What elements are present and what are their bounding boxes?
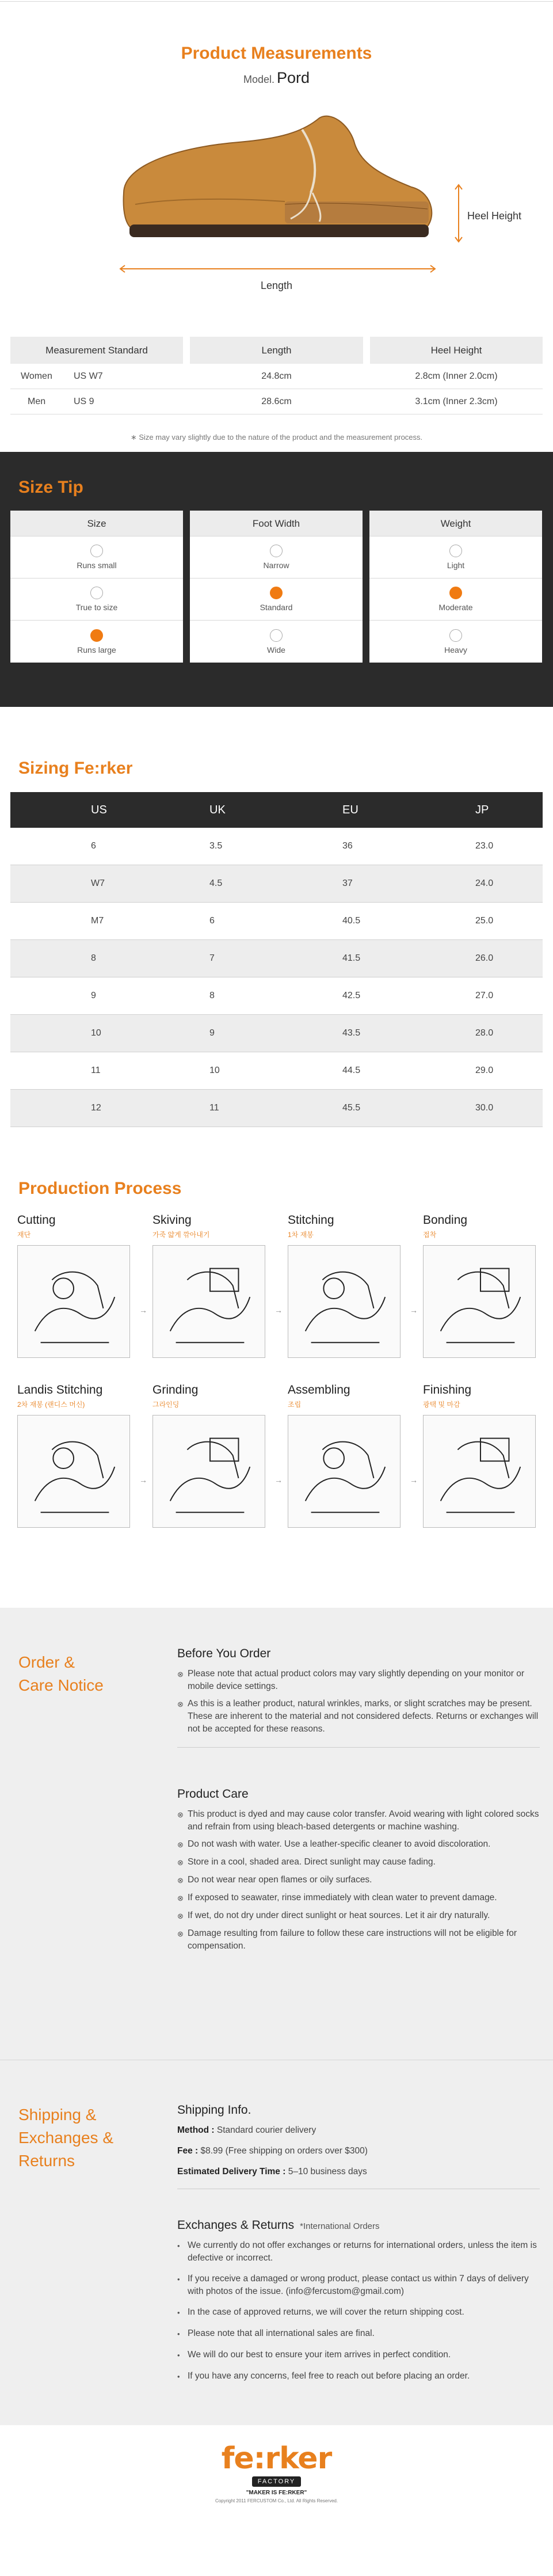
measurements-title: Product Measurements	[181, 44, 372, 63]
table-cell: 37	[342, 878, 353, 888]
step-title: Cutting	[17, 1213, 56, 1227]
radio-indicator	[270, 629, 283, 642]
next-arrow-icon: →	[410, 1306, 418, 1315]
size-label: US 9	[74, 397, 94, 406]
step-illustration	[17, 1245, 130, 1358]
shipping-info	[177, 2103, 540, 2189]
radio-indicator	[270, 587, 283, 599]
table-row	[10, 1090, 543, 1127]
size-label: US W7	[74, 371, 103, 381]
list-item-text: Store in a cool, shaded area. Direct sunlight may cause fading.	[188, 1857, 436, 1867]
bullet-icon: •	[177, 2372, 180, 2381]
bullet-icon: •	[177, 2330, 180, 2338]
logo-wordmark: fe:rker	[221, 2441, 332, 2476]
time-label: Estimated Delivery Time :	[177, 2167, 286, 2177]
step-korean-label: 광택 및 마감	[423, 1401, 460, 1409]
option-label: True to size	[75, 603, 118, 612]
step-illustration	[152, 1245, 265, 1358]
list-item	[177, 2327, 540, 2341]
step-illustration	[288, 1415, 401, 1528]
fee-value: $8.99 (Free shipping on orders over $300)	[200, 2146, 368, 2156]
table-cell: 27.0	[475, 991, 494, 1000]
table-cell: 42.5	[342, 991, 361, 1000]
method-label: Method :	[177, 2125, 215, 2135]
size-tip-section	[0, 452, 553, 707]
divider	[177, 1747, 540, 1748]
heel-arrow	[455, 183, 463, 243]
heel-height-label: Heel Height	[467, 210, 522, 222]
shipping-fee	[177, 2145, 540, 2158]
shipping-side-title	[18, 2103, 113, 2172]
list-item	[177, 1838, 540, 1851]
side-title-line: Shipping &	[18, 2106, 97, 2124]
brand-logo	[0, 2441, 553, 2504]
table-cell: 11	[91, 1066, 101, 1075]
option-label: Narrow	[263, 561, 289, 570]
header-cell: EU	[342, 804, 359, 816]
step-title: Grinding	[152, 1383, 199, 1397]
warning-icon: ⊗	[177, 1876, 184, 1885]
warning-icon: ⊗	[177, 1700, 184, 1709]
size-tip-column	[190, 511, 363, 663]
table-cell: 25.0	[475, 916, 494, 926]
list-item-text: This product is dyed and may cause color transfer. Avoid wearing with light colored socks and refrain from using bleach-based detergents or machine washing.	[188, 1809, 539, 1832]
size-tip-option	[10, 621, 183, 663]
length-cell: 24.8cm	[261, 371, 292, 381]
table-cell: 26.0	[475, 953, 494, 963]
sizing-section	[0, 707, 553, 1156]
radio-indicator	[90, 587, 103, 599]
table-cell: 11	[209, 1103, 219, 1113]
bullet-icon: •	[177, 2275, 180, 2284]
table-cell: 9	[91, 991, 96, 1000]
step-illustration	[288, 1245, 401, 1358]
size-tip-option	[369, 579, 542, 621]
table-cell: 24.0	[475, 878, 494, 888]
production-step	[288, 1213, 403, 1358]
product-image	[112, 106, 446, 256]
table-cell: 8	[91, 953, 96, 963]
warning-icon: ⊗	[177, 1858, 184, 1867]
option-label: Light	[447, 561, 465, 570]
table-cell: 40.5	[342, 916, 361, 926]
production-step	[423, 1383, 538, 1528]
list-item-text: Please note that all international sales are final.	[188, 2328, 375, 2338]
table-row	[10, 1052, 543, 1090]
warning-icon: ⊗	[177, 1930, 184, 1938]
side-title-line: Care Notice	[18, 1676, 104, 1694]
list-item	[177, 2273, 540, 2298]
warning-icon: ⊗	[177, 1840, 184, 1849]
list-item-text: If exposed to seawater, rinse immediately with clean water to prevent damage.	[188, 1893, 497, 1902]
table-cell: 36	[342, 841, 353, 851]
before-list	[177, 1668, 540, 1736]
care-title: Product Care	[177, 1787, 249, 1801]
list-item-text: If wet, do not dry under direct sunlight or heat sources. Let it air dry naturally.	[188, 1911, 490, 1920]
returns-title-text: Exchanges & Returns	[177, 2219, 295, 2232]
production-step	[152, 1383, 268, 1528]
table-cell: 8	[209, 991, 215, 1000]
footer	[0, 2425, 553, 2549]
table-cell: 43.5	[342, 1028, 361, 1038]
list-item	[177, 1909, 540, 1923]
step-korean-label: 가죽 얇게 깎아내기	[152, 1231, 210, 1239]
heel-cell: 3.1cm (Inner 2.3cm)	[415, 397, 498, 406]
next-arrow-icon: →	[139, 1475, 147, 1485]
list-item-text: As this is a leather product, natural wrinkles, marks, or slight scratches may be present. These are inherent to the material and not considered defects. Returns or exchanges will not be accepted for these reasons.	[188, 1699, 539, 1734]
table-cell: 6	[91, 841, 96, 851]
before-you-order	[177, 1647, 540, 1748]
table-row	[10, 977, 543, 1015]
care-list	[177, 1808, 540, 1953]
list-item-text: Damage resulting from failure to follow these care instructions will not be eligible for compensation.	[188, 1928, 517, 1951]
next-arrow-icon: →	[274, 1475, 283, 1485]
shipping-info-title: Shipping Info.	[177, 2103, 251, 2117]
product-care	[177, 1787, 540, 1957]
list-item	[177, 2239, 540, 2265]
bullet-icon: •	[177, 2242, 180, 2250]
table-cell: 44.5	[342, 1066, 361, 1075]
length-cell: 28.6cm	[261, 397, 292, 406]
table-row	[10, 364, 543, 389]
option-label: Runs large	[77, 645, 116, 655]
step-illustration	[423, 1245, 536, 1358]
size-tip-option	[190, 536, 363, 579]
production-step	[17, 1383, 132, 1528]
option-label: Standard	[260, 603, 293, 612]
header-cell: Measurement Standard	[10, 337, 183, 364]
size-tip-column	[10, 511, 183, 663]
table-cell: W7	[91, 878, 105, 888]
next-arrow-icon: →	[410, 1475, 418, 1485]
header-cell: Length	[190, 337, 363, 364]
delivery-time	[177, 2166, 540, 2178]
step-illustration	[423, 1415, 536, 1528]
table-cell: 45.5	[342, 1103, 361, 1113]
header-cell: JP	[475, 804, 489, 816]
time-value: 5–10 business days	[288, 2167, 367, 2177]
warning-icon: ⊗	[177, 1912, 184, 1920]
length-label: Length	[260, 280, 293, 291]
step-korean-label: 1차 재봉	[288, 1231, 314, 1239]
size-tip-header: Weight	[369, 511, 542, 536]
list-item-text: In the case of approved returns, we will cover the return shipping cost.	[188, 2307, 464, 2317]
heel-cell: 2.8cm (Inner 2.0cm)	[415, 371, 498, 381]
list-item-text: We currently do not offer exchanges or returns for international orders, unless the item is defective or incorrect.	[188, 2240, 537, 2263]
size-tip-option	[190, 621, 363, 663]
table-cell: 29.0	[475, 1066, 494, 1075]
list-item	[177, 2370, 540, 2383]
sizing-title: Sizing Fe:rker	[18, 759, 133, 778]
warning-icon: ⊗	[177, 1894, 184, 1902]
table-cell: 28.0	[475, 1028, 494, 1038]
radio-indicator	[270, 545, 283, 557]
divider	[0, 1, 553, 2]
sizing-table	[10, 792, 543, 1127]
model-label: Model.	[243, 74, 274, 85]
option-label: Moderate	[438, 603, 473, 612]
step-title: Skiving	[152, 1213, 192, 1227]
list-item	[177, 1892, 540, 1905]
size-tip-column	[369, 511, 542, 663]
step-korean-label: 조립	[288, 1401, 302, 1409]
radio-indicator	[449, 629, 462, 642]
side-title-line: Order &	[18, 1653, 75, 1671]
side-title-line: Returns	[18, 2152, 75, 2170]
length-arrow	[118, 265, 437, 273]
step-korean-label: 2차 재봉 (랜디스 머신)	[17, 1401, 85, 1409]
side-title-line: Exchanges &	[18, 2129, 113, 2147]
group-label: Women	[21, 371, 52, 381]
bullet-icon: •	[177, 2308, 180, 2317]
step-korean-label: 접착	[423, 1231, 437, 1239]
table-row	[10, 1015, 543, 1052]
step-illustration	[152, 1415, 265, 1528]
table-cell: 41.5	[342, 953, 361, 963]
table-cell: 12	[91, 1103, 101, 1113]
table-row	[10, 389, 543, 414]
list-item-text: Please note that actual product colors may vary slightly depending on your monitor or mobile device settings.	[188, 1669, 525, 1691]
step-title: Assembling	[288, 1383, 350, 1397]
shipping-method	[177, 2124, 540, 2137]
table-row	[10, 865, 543, 903]
warning-icon: ⊗	[177, 1810, 184, 1819]
returns-subtitle: *International Orders	[300, 2221, 380, 2231]
step-korean-label: 재단	[17, 1231, 31, 1239]
returns-title	[177, 2219, 540, 2232]
list-item	[177, 2349, 540, 2362]
option-label: Wide	[267, 645, 285, 655]
table-row	[10, 940, 543, 977]
list-item	[177, 1668, 540, 1693]
table-cell: M7	[91, 916, 104, 926]
measurement-table	[10, 337, 543, 414]
step-title: Stitching	[288, 1213, 334, 1227]
size-tip-title: Size Tip	[18, 478, 83, 497]
production-step	[17, 1213, 132, 1358]
step-korean-label: 그라인딩	[152, 1401, 180, 1409]
returns-list	[177, 2239, 540, 2383]
size-tip-header: Foot Width	[190, 511, 363, 536]
list-item-text: Do not wear near open flames or oily surfaces.	[188, 1875, 372, 1885]
method-value: Standard courier delivery	[216, 2125, 316, 2135]
list-item	[177, 1874, 540, 1887]
production-step	[288, 1383, 403, 1528]
shipping-section	[0, 2060, 553, 2425]
list-item-text: If you have any concerns, feel free to reach out before placing an order.	[188, 2371, 470, 2381]
table-cell: 4.5	[209, 878, 223, 888]
before-title: Before You Order	[177, 1647, 271, 1660]
step-title: Finishing	[423, 1383, 472, 1397]
sizing-table-body	[10, 828, 543, 1127]
list-item	[177, 2306, 540, 2319]
table-cell: 30.0	[475, 1103, 494, 1113]
size-tip-option	[190, 579, 363, 621]
group-label: Men	[28, 397, 46, 406]
model-line	[0, 69, 553, 87]
table-cell: 6	[209, 916, 215, 926]
list-item	[177, 1698, 540, 1736]
list-item	[177, 1927, 540, 1953]
radio-indicator	[449, 545, 462, 557]
list-item-text: We will do our best to ensure your item arrives in perfect condition.	[188, 2350, 451, 2360]
standard-cell	[10, 389, 183, 414]
measurements-section	[0, 0, 553, 452]
list-item	[177, 1808, 540, 1833]
step-title: Bonding	[423, 1213, 468, 1227]
size-tip-table	[10, 511, 542, 663]
next-arrow-icon: →	[274, 1306, 283, 1315]
logo-badge: FACTORY	[252, 2476, 302, 2487]
standard-cell	[10, 364, 183, 389]
table-cell: 10	[209, 1066, 220, 1075]
table-cell: 23.0	[475, 841, 494, 851]
production-section	[0, 1156, 553, 1608]
production-title: Production Process	[18, 1179, 182, 1198]
production-step	[152, 1213, 268, 1358]
warning-icon: ⊗	[177, 1670, 184, 1679]
radio-indicator	[90, 629, 103, 642]
radio-indicator	[449, 587, 462, 599]
step-title: Landis Stitching	[17, 1383, 103, 1397]
copyright: Copyright 2011 FERCUSTOM Co., Ltd. All Rights Reserved.	[215, 2498, 338, 2503]
exchanges-returns	[177, 2219, 540, 2391]
table-cell: 9	[209, 1028, 215, 1038]
fee-label: Fee :	[177, 2146, 199, 2156]
radio-indicator	[90, 545, 103, 557]
table-cell: 10	[91, 1028, 101, 1038]
table-row	[10, 903, 543, 940]
notice-side-title	[18, 1651, 104, 1697]
table-cell: 7	[209, 953, 215, 963]
table-cell: 3.5	[209, 841, 223, 851]
measurement-table-header	[10, 337, 543, 364]
header-cell: US	[91, 804, 107, 816]
sizing-table-header	[10, 792, 543, 828]
table-row	[10, 828, 543, 865]
bullet-icon: •	[177, 2351, 180, 2360]
list-item-text: If you receive a damaged or wrong product, please contact us within 7 days of delivery with photos of the issue. (info@fercustom@gmail.com)	[188, 2274, 529, 2296]
model-name: Pord	[276, 69, 310, 86]
size-tip-option	[369, 621, 542, 663]
list-item	[177, 1856, 540, 1869]
header-cell: Heel Height	[370, 337, 543, 364]
size-tip-option	[10, 579, 183, 621]
list-item-text: Do not wash with water. Use a leather-specific cleaner to avoid discoloration.	[188, 1839, 491, 1849]
production-step	[423, 1213, 538, 1358]
option-label: Heavy	[444, 645, 467, 655]
header-cell: UK	[209, 804, 226, 816]
measurement-note: ∗ Size may vary slightly due to the nature of the product and the measurement process.	[130, 433, 423, 442]
size-tip-header: Size	[10, 511, 183, 536]
option-label: Runs small	[77, 561, 117, 570]
notice-section	[0, 1608, 553, 2060]
size-tip-option	[10, 536, 183, 579]
logo-tagline: "MAKER IS FE:RKER"	[246, 2490, 307, 2496]
size-tip-option	[369, 536, 542, 579]
next-arrow-icon: →	[139, 1306, 147, 1315]
step-illustration	[17, 1415, 130, 1528]
